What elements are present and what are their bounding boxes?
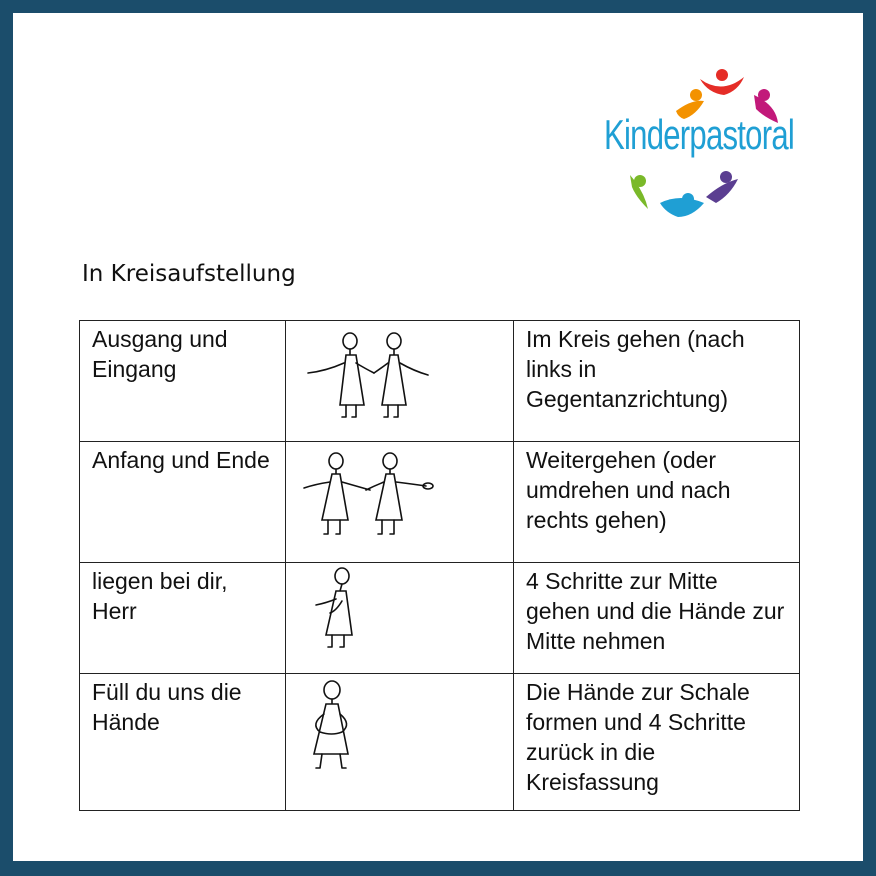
figure-cell [286, 563, 514, 674]
dance-steps-table [79, 320, 800, 811]
lyric-cell: Füll du uns die Hände [80, 674, 286, 811]
figure-cell [286, 674, 514, 811]
kinderpastoral-logo [588, 65, 803, 230]
child-walking-icon [286, 563, 513, 670]
lyric-cell: liegen bei dir, Herr [80, 563, 286, 674]
action-cell: Weitergehen (oder umdrehen und nach rechts gehen) [514, 442, 800, 563]
two-children-holding-hands-icon [286, 321, 513, 438]
table-row [80, 442, 800, 563]
page-frame [13, 13, 863, 861]
two-children-arms-out-icon [286, 442, 513, 559]
child-cupped-hands-icon [286, 674, 513, 807]
action-cell: Im Kreis gehen (nach links in Gegentanzrichtung) [514, 321, 800, 442]
table-row [80, 321, 800, 442]
page-subtitle: In Kreisaufstellung [82, 261, 296, 287]
figure-cell [286, 442, 514, 563]
action-cell: Die Hände zur Schale formen und 4 Schritte zurück in die Kreisfassung [514, 674, 800, 811]
table-row [80, 674, 800, 811]
lyric-cell: Anfang und Ende [80, 442, 286, 563]
table-row [80, 563, 800, 674]
action-cell: 4 Schritte zur Mitte gehen und die Hände zur Mitte nehmen [514, 563, 800, 674]
logo-wordmark: Kinderpastoral [604, 111, 795, 158]
lyric-cell: Ausgang und Eingang [80, 321, 286, 442]
figure-cell [286, 321, 514, 442]
